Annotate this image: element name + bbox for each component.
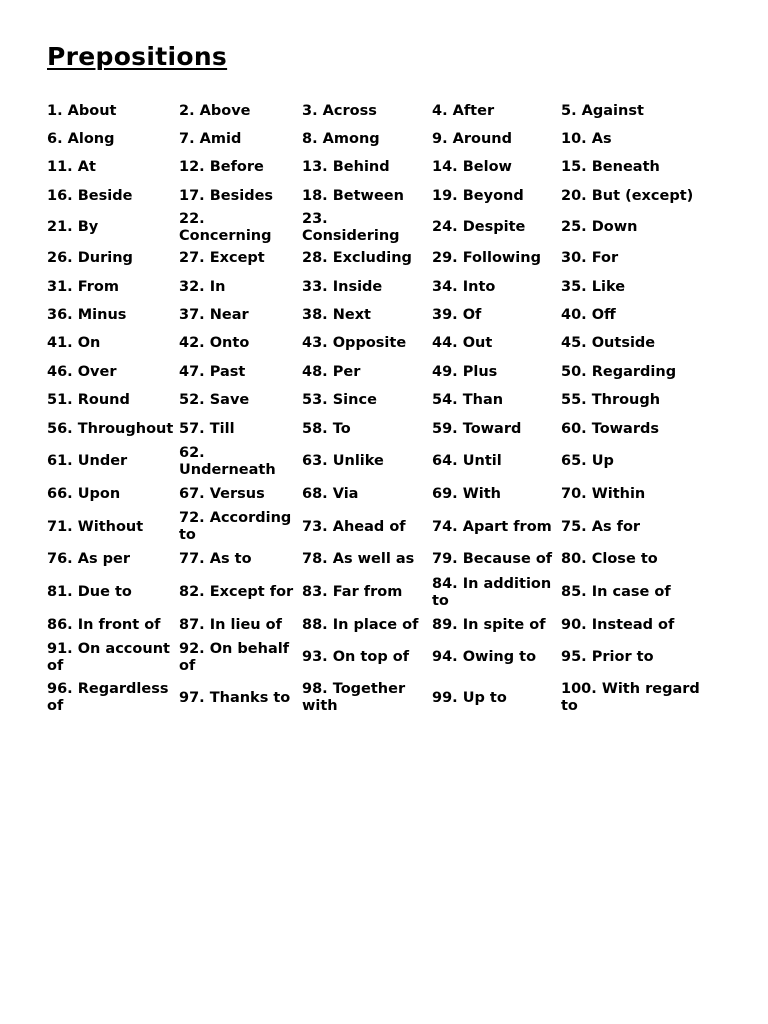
table-cell: 4. After bbox=[432, 102, 495, 119]
table-row bbox=[47, 154, 722, 182]
table-cell: 39. Of bbox=[432, 307, 482, 324]
table-row bbox=[47, 639, 722, 676]
table-cell: 12. Before bbox=[179, 159, 264, 176]
table-cell: 27. Except bbox=[179, 250, 265, 267]
table-cell: 73. Ahead of bbox=[302, 518, 406, 535]
table-cell: 50. Regarding bbox=[561, 363, 677, 380]
table-cell: 99. Up to bbox=[432, 689, 507, 706]
table-row bbox=[47, 509, 722, 546]
table-cell: 93. On top of bbox=[302, 649, 410, 666]
table-row bbox=[47, 211, 722, 245]
table-cell: 53. Since bbox=[302, 392, 377, 409]
table-cell: 64. Until bbox=[432, 453, 502, 470]
table-cell: 14. Below bbox=[432, 159, 512, 176]
table-cell: 35. Like bbox=[561, 278, 626, 295]
table-cell: 9. Around bbox=[432, 131, 513, 148]
table-cell: 30. For bbox=[561, 250, 619, 267]
table-cell: 77. As to bbox=[179, 551, 252, 568]
table-cell: 46. Over bbox=[47, 363, 117, 380]
table-cell: 11. At bbox=[47, 159, 96, 176]
document-page bbox=[47, 40, 727, 715]
table-cell: 10. As bbox=[561, 131, 612, 148]
table-cell: 69. With bbox=[432, 485, 501, 502]
table-row bbox=[47, 443, 722, 480]
table-cell: 41. On bbox=[47, 335, 101, 352]
table-row bbox=[47, 358, 722, 386]
table-cell: 38. Next bbox=[302, 307, 371, 324]
table-cell: 58. To bbox=[302, 420, 351, 437]
table-cell: 49. Plus bbox=[432, 363, 498, 380]
table-cell: 54. Than bbox=[432, 392, 504, 409]
table-cell: 21. By bbox=[47, 219, 99, 236]
table-cell: 59. Toward bbox=[432, 420, 522, 437]
table-cell: 56. Throughout bbox=[47, 420, 174, 437]
table-cell: 68. Via bbox=[302, 485, 359, 502]
table-cell: 26. During bbox=[47, 250, 133, 267]
table-cell: 94. Owing to bbox=[432, 649, 537, 666]
table-cell: 100. With regard to bbox=[561, 681, 700, 715]
table-cell: 22. Concerning bbox=[179, 210, 272, 244]
table-cell: 52. Save bbox=[179, 392, 250, 409]
table-row bbox=[47, 330, 722, 358]
table-row bbox=[47, 611, 722, 639]
table-cell: 98. Together with bbox=[302, 681, 406, 715]
table-cell: 32. In bbox=[179, 278, 226, 295]
table-cell: 33. Inside bbox=[302, 278, 383, 295]
table-row bbox=[47, 415, 722, 443]
table-row bbox=[47, 676, 722, 720]
table-cell: 89. In spite of bbox=[432, 616, 546, 633]
table-cell: 42. Onto bbox=[179, 335, 250, 352]
table-cell: 91. On account of bbox=[47, 640, 170, 674]
table-cell: 7. Amid bbox=[179, 131, 242, 148]
table-cell: 97. Thanks to bbox=[179, 689, 291, 706]
table-cell: 23. Considering bbox=[302, 210, 400, 244]
table-cell: 28. Excluding bbox=[302, 250, 412, 267]
table-cell: 75. As for bbox=[561, 518, 641, 535]
table-cell: 34. Into bbox=[432, 278, 496, 295]
table-cell: 90. Instead of bbox=[561, 616, 675, 633]
table-cell: 72. According to bbox=[179, 510, 292, 544]
table-cell: 51. Round bbox=[47, 392, 130, 409]
table-cell: 29. Following bbox=[432, 250, 541, 267]
table-cell: 43. Opposite bbox=[302, 335, 407, 352]
table-cell: 62. Underneath bbox=[179, 444, 276, 478]
prepositions-table bbox=[47, 97, 722, 720]
table-cell: 37. Near bbox=[179, 307, 249, 324]
table-row bbox=[47, 387, 722, 415]
table-cell: 82. Except for bbox=[179, 584, 294, 601]
table-cell: 66. Upon bbox=[47, 485, 121, 502]
table-cell: 44. Out bbox=[432, 335, 493, 352]
table-cell: 76. As per bbox=[47, 551, 130, 568]
table-cell: 19. Beyond bbox=[432, 187, 524, 204]
table-cell: 36. Minus bbox=[47, 307, 127, 324]
table-row bbox=[47, 301, 722, 329]
page-title: Prepositions bbox=[47, 42, 228, 71]
table-cell: 86. In front of bbox=[47, 616, 161, 633]
table-cell: 78. As well as bbox=[302, 551, 415, 568]
table-cell: 83. Far from bbox=[302, 584, 403, 601]
table-row bbox=[47, 182, 722, 210]
table-cell: 71. Without bbox=[47, 518, 144, 535]
table-cell: 65. Up bbox=[561, 453, 614, 470]
table-cell: 84. In addition to bbox=[432, 575, 552, 609]
table-cell: 81. Due to bbox=[47, 584, 132, 601]
table-cell: 88. In place of bbox=[302, 616, 419, 633]
table-cell: 20. But (except) bbox=[561, 187, 694, 204]
table-cell: 61. Under bbox=[47, 453, 128, 470]
table-row bbox=[47, 480, 722, 508]
table-cell: 79. Because of bbox=[432, 551, 553, 568]
table-cell: 80. Close to bbox=[561, 551, 658, 568]
table-cell: 24. Despite bbox=[432, 219, 526, 236]
table-cell: 15. Beneath bbox=[561, 159, 660, 176]
table-cell: 25. Down bbox=[561, 219, 638, 236]
table-cell: 6. Along bbox=[47, 131, 115, 148]
table-row bbox=[47, 125, 722, 153]
table-cell: 92. On behalf of bbox=[179, 640, 290, 674]
table-cell: 31. From bbox=[47, 278, 119, 295]
table-cell: 55. Through bbox=[561, 392, 661, 409]
table-cell: 45. Outside bbox=[561, 335, 656, 352]
table-cell: 87. In lieu of bbox=[179, 616, 282, 633]
table-cell: 13. Behind bbox=[302, 159, 390, 176]
table-cell: 47. Past bbox=[179, 363, 246, 380]
table-cell: 8. Among bbox=[302, 131, 380, 148]
table-cell: 63. Unlike bbox=[302, 453, 384, 470]
table-cell: 1. About bbox=[47, 102, 117, 119]
table-cell: 40. Off bbox=[561, 307, 616, 324]
table-row bbox=[47, 574, 722, 611]
table-cell: 17. Besides bbox=[179, 187, 274, 204]
table-cell: 5. Against bbox=[561, 102, 644, 119]
table-row bbox=[47, 546, 722, 574]
table-cell: 96. Regardless of bbox=[47, 681, 169, 715]
table-cell: 74. Apart from bbox=[432, 518, 552, 535]
table-row bbox=[47, 97, 722, 125]
table-cell: 16. Beside bbox=[47, 187, 133, 204]
table-cell: 70. Within bbox=[561, 485, 646, 502]
table-cell: 3. Across bbox=[302, 102, 377, 119]
table-row bbox=[47, 273, 722, 301]
table-cell: 60. Towards bbox=[561, 420, 660, 437]
table-cell: 95. Prior to bbox=[561, 649, 654, 666]
table-cell: 85. In case of bbox=[561, 584, 671, 601]
table-cell: 48. Per bbox=[302, 363, 361, 380]
table-cell: 57. Till bbox=[179, 420, 235, 437]
table-cell: 18. Between bbox=[302, 187, 404, 204]
table-cell: 2. Above bbox=[179, 102, 251, 119]
table-cell: 67. Versus bbox=[179, 485, 265, 502]
table-row bbox=[47, 245, 722, 273]
